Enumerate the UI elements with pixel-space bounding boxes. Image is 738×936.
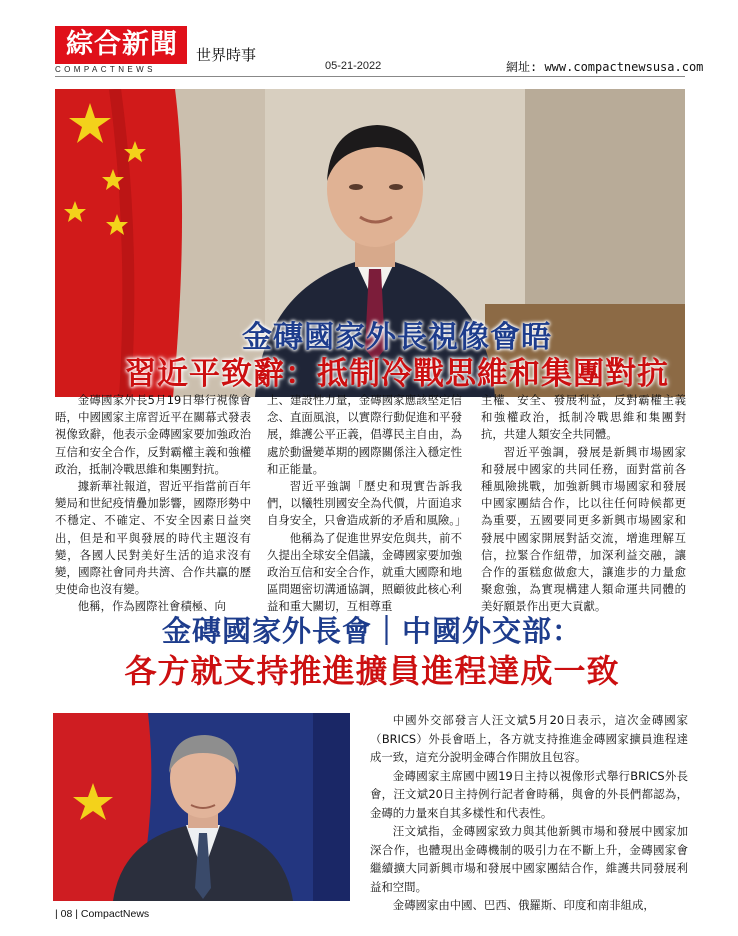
logo-subtitle: COMPACTNEWS [55,65,156,74]
article2-headline-top: 金磚國家外長會｜中國外交部： [161,614,582,648]
page-footer: | 08 | CompactNews [55,908,150,920]
header-divider [55,76,685,77]
article1-paragraph: 主權、安全、發展利益，反對霸權主義和強權政治，抵制冷戰思維和集團對抗，共建人類安全共同體。 [481,393,686,442]
article1-paragraph: 習近平強調「歷史和現實告訴我們，以犧牲別國安全為代價，片面追求自身安全，只會造成新的矛盾和風險。」 [267,479,467,528]
article1-paragraph: 他稱，作為國際社會積極、向 [77,599,226,614]
article1-paragraph: 習近平強調，發展是新興市場國家和發展中國家的共同任務，面對當前各種風險挑戰，加強新興市場國家和發展中國家團結合作，比以往任何時候都更為重要，五國要同更多新興市場國家和發展中國家開展對話交流，增進理解互信，拉緊合作紐帶，加深利益交融，讓合作的蛋糕愈做愈大，讓進步的力量愈聚愈強，為實現構建人類命運共同體的美好願景作出更大貢獻。 [481,444,686,614]
article2-text [370,711,688,915]
article1-headline-main: 習近平致辭：抵制冷戰思維和集團對抗 [125,356,669,392]
article1-paragraph: 上、建設性力量，金磚國家應該堅定信念、直面風浪，以實際行動促進和平發展，維護公平正義，倡導民主自由，為處於動盪變革期的國際關係注入穩定性和正能量。 [267,393,462,476]
article1-paragraph: 他稱為了促進世界安危與共，前不久提出全球安全倡議，金磚國家要加強政治互信和安全合作，就重大國際和地區問題密切溝通協調，照顧彼此核心利益和重大關切，互相尊重 [267,530,462,614]
section-title: 世界時事 [196,46,257,64]
website-url: 網址: www.compactnewsusa.com [506,60,704,74]
issue-date: 05-21-2022 [325,60,382,72]
article1-headline-top: 金磚國家外長視像會晤 [242,320,552,355]
article1-column-3 [481,392,686,616]
article1-paragraph: 據新華社報道，習近平指當前百年變局和世紀疫情疊加影響，國際形勢中不穩定、不確定、不安全因素日益突出，但是和平與發展的時代主題沒有變，各國人民對美好生活的追求沒有變，國際社會同舟共濟、合作共贏的歷史使命也沒有變。 [55,479,251,597]
article2-paragraph: 中國外交部發言人汪文斌5月20日表示，這次金磚國家（BRICS）外長會晤上，各方就支持推進金磚國家擴員進程達成一致，這充分說明金磚合作開放且包容。 [370,713,688,764]
logo: 綜合新聞 [66,29,178,60]
article1-column-2 [267,392,467,616]
spokesperson-photo-illustration [53,713,350,901]
article2-paragraph: 金磚國家主席國中國19日主持以視像形式舉行BRICS外長會，汪文斌20日主持例行記者會時稱，與會的外長們都認為，金磚的力量來自其多樣性和代表性。 [370,768,688,820]
article2-paragraph: 金磚國家由中國、巴西、俄羅斯、印度和南非組成， [392,898,655,912]
article1-paragraph: 金磚國家外長5月19日舉行視像會晤，中國國家主席習近平在關幕式發表視像致辭，他表示金磚國家要加強政治互信和安全合作，反對霸權主義和強權政治，抵制冷戰思維和集團對抗。 [55,393,251,476]
article2-headline-main: 各方就支持推進擴員進程達成一致 [124,652,620,690]
article1-column-1 [55,392,251,616]
article2-paragraph: 汪文斌指，金磚國家致力與其他新興市場和發展中國家加深合作，也體現出金磚機制的吸引力在不斷上升，金磚國家會繼續擴大同新興市場和發展中國家團結合作，維護共同發展利益和空間。 [370,824,688,894]
article2-photo [53,713,350,901]
